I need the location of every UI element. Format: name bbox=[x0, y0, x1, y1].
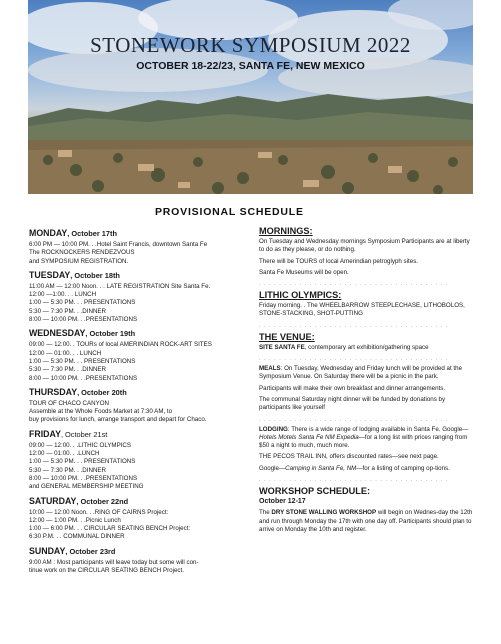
meals-breakfast-dinner: Participants will make their own breakfast and dinner arrangements. bbox=[259, 384, 446, 392]
schedule-line: 09:00 — 12:00. . TOURs of local AMERINDIAN ROCK-ART SITES bbox=[29, 341, 212, 349]
venue-site: SITE SANTA FE, contemporary art exhibition/gathering space bbox=[259, 343, 429, 351]
schedule-line: 1:00 — 6:00 PM. . . CIRCULAR SEATING BENCH Project: bbox=[29, 525, 191, 533]
schedule-line: Assemble at the Whole Foods Market at 7:30 AM, to bbox=[29, 408, 173, 416]
section-heading-lithic-olympics: LITHIC OLYMPICS: bbox=[259, 290, 342, 301]
section-divider: . . . . . . . . . . . . . . . . . . . . . . . . . . . . . . . . . . . . . . bbox=[259, 322, 449, 329]
schedule-line: buy provisions for lunch, arrange transport and depart for Chaco. bbox=[29, 416, 207, 424]
schedule-line: 12:00 — 01:00. . .LUNCH bbox=[29, 450, 100, 458]
section-divider: . . . . . . . . . . . . . . . . . . . . . . . . . . . . . . . . . . . . . . bbox=[259, 356, 449, 363]
day-heading-friday: FRIDAY, October 21st bbox=[29, 428, 108, 439]
event-dates-location: OCTOBER 18-22/23, SANTA FE, NEW MEXICO bbox=[136, 60, 365, 72]
schedule-line: 5:30 — 7:30 PM. . .DINNER bbox=[29, 307, 107, 315]
header-banner bbox=[28, 0, 473, 194]
section-heading-mornings: MORNINGS: bbox=[259, 226, 313, 236]
workshop-dates: October 12-17 bbox=[259, 498, 306, 506]
schedule-line: 1:00 — 5:30 PM. . . PRESENTATIONS bbox=[29, 357, 136, 365]
day-heading-wednesday: WEDNESDAY, October 19th bbox=[29, 328, 136, 339]
section-divider: . . . . . . . . . . . . . . . . . . . . . . . . . . . . . . . . . . . . . . bbox=[259, 281, 449, 288]
schedule-line: TOUR OF CHACO CANYON bbox=[29, 399, 109, 407]
schedule-line: 9:00 AM : Most participants will leave today but some will con- bbox=[29, 558, 199, 566]
santa-fe-landscape-photo bbox=[28, 0, 473, 194]
section-divider: . . . . . . . . . . . . . . . . . . . . . . . . . . . . . . . . . . . . . . bbox=[259, 416, 449, 423]
section-heading-venue: THE VENUE: bbox=[259, 331, 315, 342]
schedule-line: and GENERAL MEMBERSHIP MEETING bbox=[29, 483, 144, 491]
schedule-line: 12:00 — 1:00 PM. . .Picnic Lunch bbox=[29, 516, 121, 524]
workshop-paragraph: The DRY STONE WALLING WORKSHOP will begin on Wednes-day the 12th and run through Monday the 17th with one day off. Participants should plan to arrive on Monday the 10th and register. bbox=[259, 509, 473, 533]
mornings-museums: Santa Fe Museums will be open. bbox=[259, 268, 349, 276]
schedule-line: 5:30 — 7:30 PM. . .DINNER bbox=[29, 366, 107, 374]
lodging-paragraph: LODGING: There is a wide range of lodging available in Santa Fe. Google—Hotels Motels Santa Fe NM Expedia—for a long list with prices ranging from $50 a night to much, much more. bbox=[259, 425, 469, 450]
schedule-line: 1:00 — 5:30 PM. . . PRESENTATIONS bbox=[29, 299, 136, 307]
lodging-camping: Google—Camping in Santa Fe, NM—for a listing of camping op-tions. bbox=[259, 464, 450, 472]
lithic-olympics-paragraph: Friday morning. . The WHEELBARROW STEEPLECHASE, LITHOBOLOS, STONE-STACKING, SHOT-PUTTING bbox=[259, 302, 465, 318]
schedule-heading: PROVISIONAL SCHEDULE bbox=[155, 206, 304, 218]
section-divider: . . . . . . . . . . . . . . . . . . . . . . . . . . . . . . . . . . . . . . bbox=[259, 477, 449, 484]
schedule-line: 6:30 P.M. . . COMMUNAL DINNER bbox=[29, 533, 125, 541]
mornings-tours: There will be TOURS of local Amerindian petroglyph sites. bbox=[259, 257, 419, 265]
schedule-line: 8:00 — 10:00 PM. . .PRESENTATIONS bbox=[29, 474, 138, 482]
schedule-line: 11:00 AM — 12:00 Noon. . . LATE REGISTRATION Site Santa Fe. bbox=[29, 282, 211, 290]
schedule-line: 1:00 — 5:30 PM. . . PRESENTATIONS bbox=[29, 458, 136, 466]
meals-paragraph: MEALS: On Tuesday, Wednesday and Friday lunch will be provided at the Symposium Venue. On Saturday there will be a picnic in the park. bbox=[259, 365, 463, 381]
schedule-line: 5:30 — 7:30 PM. . .DINNER bbox=[29, 466, 107, 474]
schedule-line: 6:00 PM — 10:00 PM. . .Hotel Saint Francis, downtown Santa Fe bbox=[29, 241, 208, 248]
section-heading-workshop: WORKSHOP SCHEDULE: bbox=[259, 486, 371, 497]
day-heading-sunday: SUNDAY, October 23rd bbox=[29, 545, 116, 556]
schedule-line: 8:00 — 10:00 PM. . .PRESENTATIONS bbox=[29, 316, 138, 324]
schedule-line: 12:00 — 01:00. . . LUNCH bbox=[29, 349, 102, 357]
schedule-line: tinue work on the CIRCULAR SEATING BENCH Project. bbox=[29, 567, 184, 575]
day-heading-monday: MONDAY, October 17th bbox=[29, 228, 117, 238]
schedule-right-column bbox=[259, 224, 473, 537]
mornings-paragraph: On Tuesday and Wednesday mornings Symposium Participants are at liberty to do as they please, or do nothing. bbox=[259, 238, 470, 254]
schedule-left-column bbox=[29, 224, 245, 575]
schedule-line: 10:00 — 12:00 Noon. . .RING OF CAIRNS Project: bbox=[29, 508, 169, 516]
event-title: STONEWORK SYMPOSIUM 2022 bbox=[90, 33, 411, 57]
schedule-line: The ROCKNOCKERS RENDEZVOUS bbox=[29, 249, 135, 257]
schedule-line: and SYMPOSIUM REGISTRATION. bbox=[29, 257, 129, 265]
day-heading-saturday: SATURDAY, October 22nd bbox=[29, 495, 129, 506]
schedule-line: 12:00 —1:00. . . LUNCH bbox=[29, 291, 97, 299]
schedule-line: 8:00 — 10:00 PM. . .PRESENTATIONS bbox=[29, 374, 138, 382]
communal-dinner: The communal Saturday night dinner will be funded by donations by participants like yourself bbox=[259, 395, 446, 412]
day-heading-thursday: THURSDAY, October 20th bbox=[29, 386, 127, 397]
lodging-pecos-trail-inn: THE PECOS TRAIL INN, offers discounted rates—see next page. bbox=[259, 453, 439, 461]
schedule-line: 09:00 — 12:00. . .LITHIC OLYMPICS bbox=[29, 441, 132, 449]
day-heading-tuesday: TUESDAY, October 18th bbox=[29, 269, 120, 280]
